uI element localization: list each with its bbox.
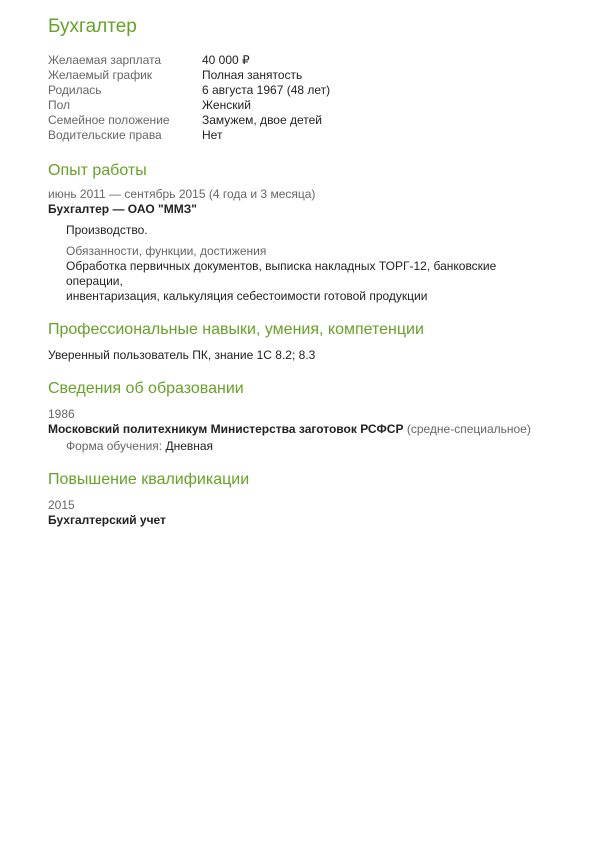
training-course: Бухгалтерский учет <box>48 513 166 527</box>
experience-details <box>48 223 552 304</box>
info-label: Семейное положение <box>48 113 170 127</box>
education-level: (средне-специальное) <box>406 422 531 436</box>
info-label: Родилась <box>48 83 102 97</box>
info-row-salary <box>48 53 330 68</box>
training-heading: Повышение квалификации <box>48 471 250 488</box>
training-year: 2015 <box>48 498 75 512</box>
info-value: 40 000 ₽ <box>202 53 250 67</box>
responsibilities-line-1: Обработка первичных документов, выписка накладных ТОРГ-12, банковские операции, <box>66 259 497 288</box>
info-value: Полная занятость <box>202 68 303 82</box>
info-row-gender <box>48 98 330 113</box>
education-institution: Московский политехникум Министерства заготовок РСФСР <box>48 422 404 436</box>
skills-section <box>48 320 552 363</box>
info-row-schedule <box>48 68 330 83</box>
info-value: Нет <box>202 128 223 142</box>
info-label: Желаемая зарплата <box>48 53 162 67</box>
info-label: Пол <box>48 98 71 112</box>
resume-title: Бухгалтер <box>48 16 137 37</box>
education-year: 1986 <box>48 407 75 421</box>
experience-period-row <box>48 187 552 202</box>
education-form-value: Дневная <box>165 439 214 453</box>
info-value: 6 августа 1967 (48 лет) <box>202 83 331 97</box>
education-form-row <box>48 439 552 454</box>
experience-industry: Производство. <box>66 223 148 237</box>
personal-info-table <box>48 53 330 143</box>
education-form-label: Форма обучения: <box>66 439 163 453</box>
experience-heading: Опыт работы <box>48 162 147 179</box>
experience-period: июнь 2011 — сентябрь 2015 <box>48 187 206 201</box>
info-label: Желаемый график <box>48 68 153 82</box>
experience-position: Бухгалтер — ОАО "ММЗ" <box>48 202 197 216</box>
info-row-marital <box>48 113 330 128</box>
info-row-birth <box>48 83 330 98</box>
experience-section <box>48 161 552 304</box>
skills-heading: Профессиональные навыки, умения, компетенции <box>48 321 424 338</box>
info-value: Замужем, двое детей <box>202 113 322 127</box>
responsibilities-label: Обязанности, функции, достижения <box>66 244 267 258</box>
info-label: Водительские права <box>48 128 162 142</box>
responsibilities-line-2: инвентаризация, калькуляция себестоимости готовой продукции <box>66 289 428 303</box>
skills-text: Уверенный пользователь ПК, знание 1С 8.2; 8.3 <box>48 348 316 362</box>
education-section <box>48 379 552 454</box>
info-row-license <box>48 128 330 143</box>
education-line <box>48 422 552 437</box>
education-heading: Сведения об образовании <box>48 380 244 397</box>
experience-duration: (4 года и 3 месяца) <box>208 187 316 201</box>
info-value: Женский <box>202 98 251 112</box>
training-section <box>48 470 552 528</box>
